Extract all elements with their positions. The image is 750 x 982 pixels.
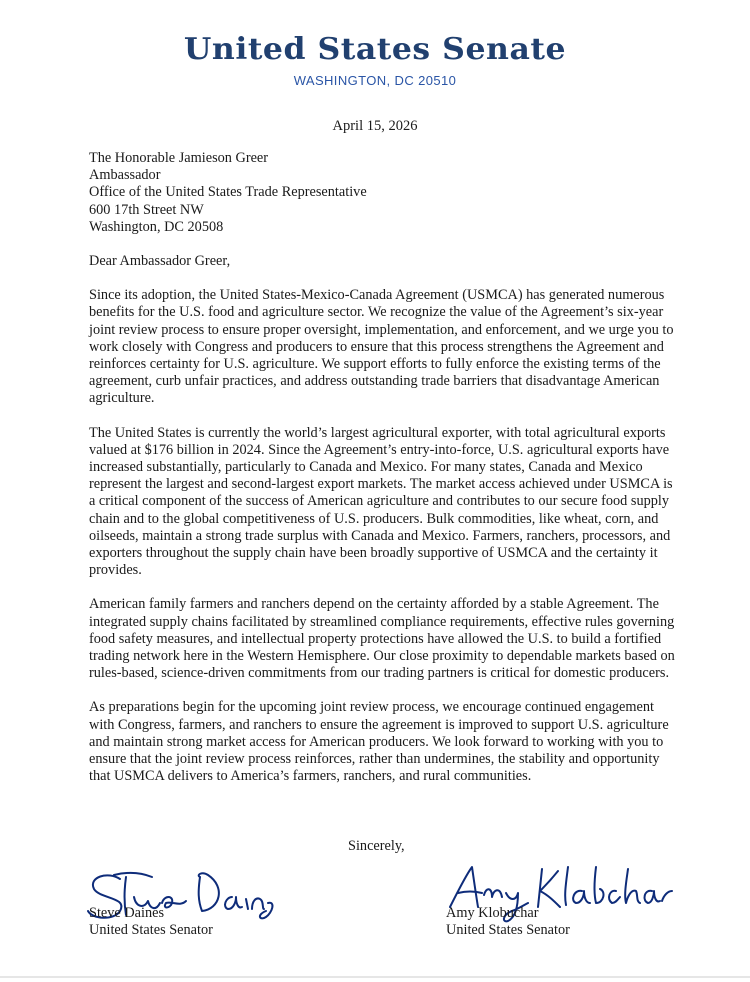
signatory-name: Steve Daines [89, 905, 165, 921]
signatory-klobuchar [446, 905, 570, 940]
senate-city: WASHINGTON, DC 20510 [293, 73, 457, 88]
recipient-line: Washington, DC 20508 [89, 218, 224, 235]
signatory-title: United States Senator [446, 922, 570, 939]
letterhead [0, 32, 750, 88]
senate-name: United States Senate [183, 32, 567, 67]
recipient-address [89, 150, 679, 236]
paragraph-3: American family farmers and ranchers depend on the certainty afforded by a stable Agreement. The integrated supply chains facilitated by streamlined compliance requirements, effective rules governing food safety measures, and intellectual property protections have allowed the U.S. to build a fortified trading network here in the Western Hemisphere. Our close proximity to dependable markets based on rules-based, science-driven commitments from our trading partners is critical for domestic producers. [89, 596, 675, 682]
signatory-daines [89, 905, 213, 940]
page-edge-divider [0, 976, 750, 978]
paragraph-2: The United States is currently the world’s largest agricultural exporter, with total agricultural exports valued at $176 billion in 2024. Since the Agreement’s entry-into-force, U.S. agricultural exports have increased substantially, particularly to Canada and Mexico. For many states, Canada and Mexico represent the largest and second-largest export markets. The market access achieved under USMCA is a critical component of the success of American agriculture and contributes to our secure food supply chain and to the global competitiveness of U.S. producers. Bulk commodities, like wheat, corn, and oilseeds, maintain a strong trade surplus with Canada and Mexico. Farmers, ranchers, processors, and exporters throughout the supply chain have been broadly supportive of USMCA and the certainty it provides. [89, 424, 673, 579]
salutation: Dear Ambassador Greer, [89, 253, 231, 270]
recipient-line: 600 17th Street NW [89, 201, 204, 218]
letter-body [89, 150, 679, 786]
recipient-line: The Honorable Jamieson Greer [89, 150, 269, 166]
closing: Sincerely, [348, 838, 405, 854]
recipient-line: Office of the United States Trade Representative [89, 184, 367, 201]
recipient-line: Ambassador [89, 167, 161, 184]
signatory-title: United States Senator [89, 922, 213, 939]
letter-date: April 15, 2026 [332, 118, 418, 134]
paragraph-4: As preparations begin for the upcoming joint review process, we encourage continued engagement with Congress, farmers, and ranchers to ensure the agreement is improved to support U.S. agriculture and maintain strong market access for American producers. We look forward to working with you to ensure that the joint review process reinforces, rather than undermines, the stability and opportunity that USMCA delivers to America’s farmers, ranchers, and rural communities. [89, 699, 669, 785]
signatory-name: Amy Klobuchar [446, 905, 539, 921]
paragraph-1: Since its adoption, the United States-Mexico-Canada Agreement (USMCA) has generated numerous benefits for the U.S. food and agriculture sector. We recognize the value of the Agreement’s six-year joint review process to ensure proper oversight, implementation, and enforcement, and we urge you to work closely with Congress and producers to ensure that this process strengthens the Agreement and reinforces certainty for U.S. agriculture. We support efforts to fully enforce the existing terms of the agreement, curb unfair practices, and address outstanding trade barriers that disadvantage American agriculture. [89, 287, 674, 407]
